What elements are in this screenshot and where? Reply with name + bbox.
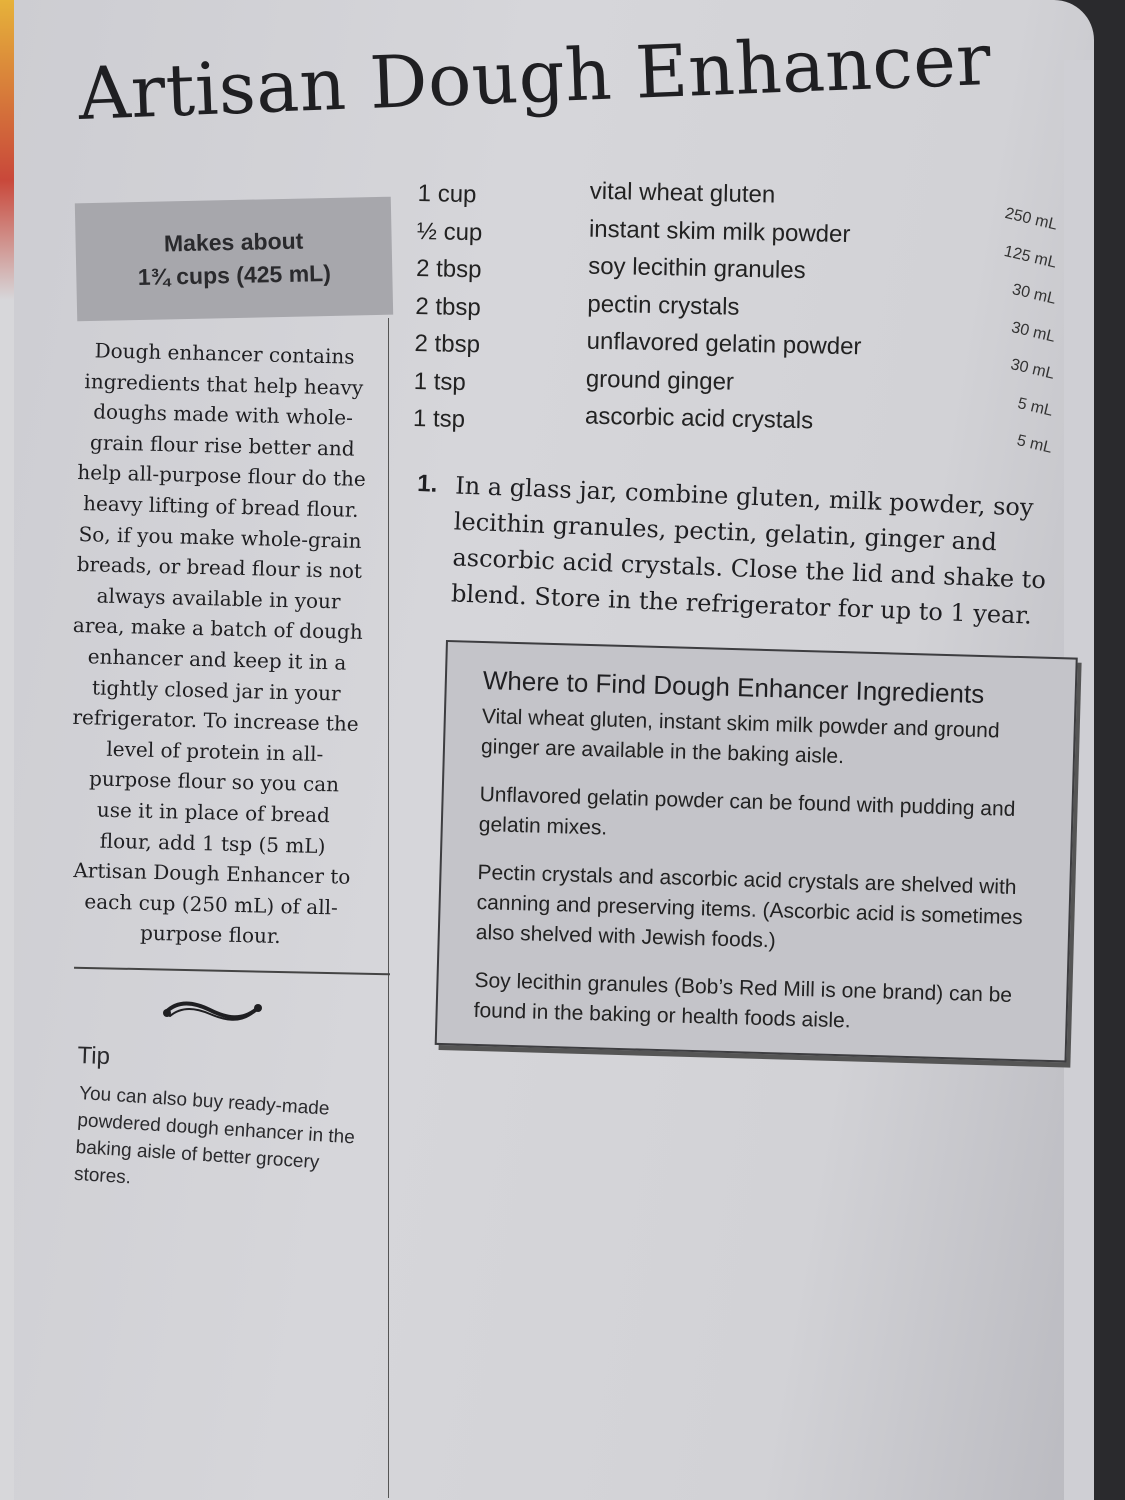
info-paragraph: Unflavored gelatin powder can be found with pudding and gelatin mixes.	[478, 783, 1016, 840]
ingredient-metric: 30 mL	[1008, 356, 1056, 383]
yield-line-1: Makes about	[163, 227, 304, 257]
tip-text: You can also buy ready-made powdered dough enhancer in the baking aisle of better grocery stores.	[73, 1082, 356, 1189]
info-paragraph: Pectin crystals and ascorbic acid crystals are shelved with canning and preserving items. (Ascorbic acid is sometimes also shelved with Jewish foods.)	[475, 860, 1024, 953]
ingredient-metric: 5 mL	[1016, 394, 1055, 420]
ingredient-qty: 1 tsp	[412, 404, 466, 434]
ingredient-name: ascorbic acid crystals	[584, 402, 814, 435]
step-number: 1.	[416, 469, 438, 498]
ingredient-qty: 1 tsp	[413, 367, 467, 396]
ingredient-qty: 2 tbsp	[415, 254, 482, 284]
ingredient-metric: 30 mL	[1010, 281, 1058, 308]
intro-text: Dough enhancer contains ingredients that help heavy doughs made with whole-grain flour rise better and help all-purpose flour do the heavy lifting of bread flour. So, if you make whole-grain breads, or bread flour is not always available in your area, make a batch of dough enhancer and keep it in a tightly closed jar in your refrigerator. To increase the level of protein in all-purpose flour so you can use it in place of bread flour, add 1 tsp (5 mL) Artisan Dough Enhancer to each cup (250 mL) of all-purpose flour.	[72, 338, 367, 949]
flourish-ornament-icon	[160, 998, 264, 1024]
ingredient-name: ground ginger	[585, 365, 735, 396]
ingredient-name: soy lecithin granules	[587, 252, 806, 285]
ingredient-name: pectin crystals	[587, 290, 740, 321]
method-step	[412, 466, 1057, 634]
yield-line-2: 1¾ cups (425 mL)	[137, 259, 332, 291]
book-spine-edge	[0, 0, 14, 1500]
ingredient-qty: 2 tbsp	[414, 329, 481, 359]
info-paragraph: Vital wheat gluten, instant skim milk powder and ground ginger are available in the baking aisle.	[480, 705, 1000, 769]
info-box	[435, 640, 1078, 1062]
ingredient-list	[412, 177, 1078, 457]
ingredient-metric: 30 mL	[1009, 318, 1057, 346]
ingredient-name: instant skim milk powder	[588, 215, 851, 248]
info-box-heading: Where to Find Dough Enhancer Ingredients	[482, 665, 985, 710]
yield-box	[75, 197, 393, 322]
info-paragraph: Soy lecithin granules (Bob’s Red Mill is one brand) can be found in the baking or health foods aisle.	[473, 968, 1013, 1033]
ingredient-metric: 125 mL	[1002, 242, 1058, 272]
tip-heading: Tip	[77, 1042, 111, 1071]
ingredient-metric: 5 mL	[1015, 432, 1055, 457]
ingredient-name: unflavored gelatin powder	[586, 327, 862, 361]
ingredient-qty: 2 tbsp	[415, 292, 482, 321]
ingredient-metric: 250 mL	[1002, 204, 1059, 234]
ingredient-qty: 1 cup	[417, 180, 477, 209]
step-text: In a glass jar, combine gluten, milk powder, soy lecithin granules, pectin, gelatin, ginger and ascorbic acid crystals. Close the lid and shake to blend. Store in the refrigerator for up to 1 year.	[450, 471, 1047, 630]
recipe-title: Artisan Dough Enhancer	[76, 17, 993, 136]
sidebar-divider	[388, 318, 389, 1498]
ingredient-name: vital wheat gluten	[589, 177, 776, 209]
ingredient-qty: ½ cup	[416, 217, 483, 246]
